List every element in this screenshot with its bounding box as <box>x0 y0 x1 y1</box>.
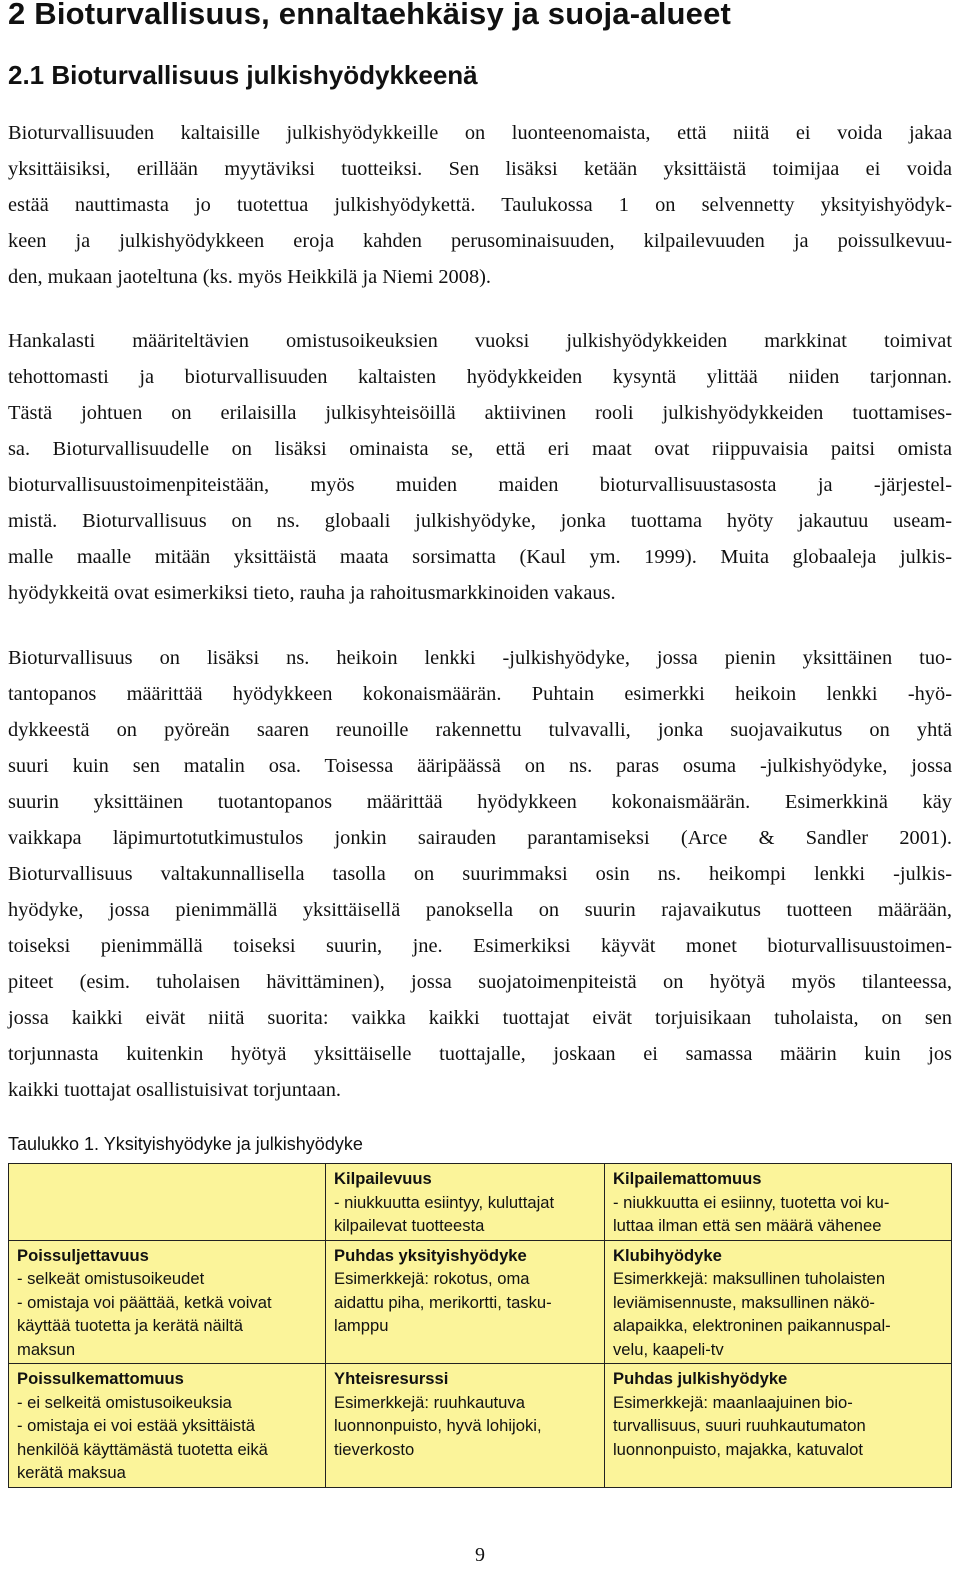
paragraph-1-line: keen ja julkishyödykkeen eroja kahden perusominaisuuden, kilpailevuuden ja poissulkevuu- <box>8 230 952 252</box>
paragraph-3-line: suurin yksittäinen tuotantopanos määrittää hyödykkeen kokonaismäärän. Esimerkkinä käy <box>8 791 952 813</box>
table-cell-kilpailevuus <box>326 1164 605 1241</box>
cell-line: kerätä maksua <box>17 1463 126 1482</box>
table-cell-kilpailemattomuus <box>605 1164 952 1241</box>
table-cell-yhteisresurssi <box>326 1364 605 1488</box>
table-cell-puhdas-julkishyodyke <box>605 1364 952 1488</box>
paragraph-3-line: kaikki tuottajat osallistuisivat torjuntaan. <box>8 1079 341 1101</box>
cell-line: Esimerkkejä: maanlaajuinen bio- <box>613 1392 853 1412</box>
paragraph-1-line: Bioturvallisuuden kaltaisille julkishyödykkeille on luonteenomaista, että niitä ei voida jakaa <box>8 122 952 144</box>
paragraph-3-line: Bioturvallisuus valtakunnallisella tasolla on suurimmaksi osin ns. heikompi lenkki -julkis- <box>8 863 952 885</box>
paragraph-3-line: hyödyke, jossa pienimmällä yksittäisellä panoksella on suurin rajavaikutus tuotteen määrään, <box>8 899 952 921</box>
paragraph-3-line: piteet (esim. tuholaisen hävittäminen), jossa suojatoimenpiteistä on hyötyä myös tilanteessa, <box>8 971 952 993</box>
cell-line: velu, kaapeli-tv <box>613 1339 724 1359</box>
paragraph-3-line: tantopanos määrittää hyödykkeen kokonaismäärän. Puhtain esimerkki heikoin lenkki -hyö- <box>8 683 952 705</box>
table-cell-poissulkemattomuus <box>9 1364 326 1488</box>
page-number: 9 <box>475 1544 485 1566</box>
cell-line: - omistaja voi päättää, ketkä voivat <box>17 1292 272 1312</box>
paragraph-3-line: Bioturvallisuus on lisäksi ns. heikoin lenkki -julkishyödyke, jossa pienin yksittäinen tuo- <box>8 647 952 669</box>
paragraph-3 <box>8 640 952 1108</box>
table-header-row <box>9 1164 952 1241</box>
paragraph-2 <box>8 323 952 611</box>
cell-line: Esimerkkejä: rokotus, oma <box>334 1269 530 1288</box>
table-caption: Taulukko 1. Yksityishyödyke ja julkishyödyke <box>8 1134 363 1154</box>
paragraph-2-line: hyödykkeitä ovat esimerkiksi tieto, rauha ja rahoitusmarkkinoiden vakaus. <box>8 582 616 604</box>
paragraph-3-line: dykkeestä on pyöreän saaren reunoille rakennettu tulvavalli, jonka suojavaikutus on yhtä <box>8 719 952 741</box>
cell-line: kilpailevat tuotteesta <box>334 1216 485 1235</box>
table-row <box>9 1364 952 1488</box>
cell-title: Kilpailemattomuus <box>613 1169 762 1188</box>
cell-line: henkilöä käyttämästä tuotetta eikä <box>17 1439 268 1459</box>
paragraph-2-line: sa. Bioturvallisuudelle on lisäksi ominaista se, että eri maat ovat riippuvaisia paitsi omista <box>8 438 952 460</box>
section-heading: 2.1 Bioturvallisuus julkishyödykkeenä <box>8 60 478 90</box>
cell-line: - niukkuutta esiintyy, kuluttajat <box>334 1192 555 1212</box>
cell-line: turvallisuus, suuri ruuhkautumaton <box>613 1416 866 1435</box>
cell-line: - niukkuutta ei esiinny, tuotetta voi ku- <box>613 1192 890 1212</box>
paragraph-3-line: vaikkapa läpimurtotutkimustulos jonkin sairauden parantamiseksi (Arce & Sandler 2001). <box>8 827 952 849</box>
paragraph-2-line: mistä. Bioturvallisuus on ns. globaali julkishyödyke, jonka tuottama hyöty jakautuu useam- <box>8 510 952 532</box>
table-cell-puhdas-yksityishyodyke <box>326 1240 605 1364</box>
cell-line: maksun <box>17 1339 76 1359</box>
chapter-heading: 2 Bioturvallisuus, ennaltaehkäisy ja suoja-alueet <box>8 0 732 31</box>
cell-line: Esimerkkejä: maksullinen tuholaisten <box>613 1269 886 1288</box>
cell-line: lamppu <box>334 1316 389 1335</box>
paragraph-2-line: tehottomasti ja bioturvallisuuden kaltaisten hyödykkeiden kysyntä ylittää niiden tarjonnan. <box>8 366 952 388</box>
cell-line: tieverkosto <box>334 1439 415 1459</box>
cell-line: käyttää tuotetta ja kerätä näiltä <box>17 1316 244 1335</box>
table-cell-klubihyodyke <box>605 1240 952 1364</box>
cell-title: Poissulkemattomuus <box>17 1369 184 1388</box>
paragraph-3-line: toiseksi pienimmällä toiseksi suurin, jne. Esimerkiksi käyvät monet bioturvallisuustoimen- <box>8 935 952 957</box>
cell-line: leviämisennuste, maksullinen näkö- <box>613 1292 875 1312</box>
paragraph-3-line: suuri kuin sen matalin osa. Toisessa ääripäässä on ns. paras osuma -julkishyödyke, jossa <box>8 755 952 777</box>
cell-title: Yhteisresurssi <box>334 1369 449 1388</box>
cell-line: aidattu piha, merikortti, tasku- <box>334 1292 552 1312</box>
cell-line: alapaikka, elektroninen paikannuspal- <box>613 1316 891 1335</box>
cell-line: luttaa ilman että sen määrä vähenee <box>613 1216 882 1235</box>
table-cell-poissuljettavuus <box>9 1240 326 1364</box>
cell-title: Puhdas yksityishyödyke <box>334 1245 527 1265</box>
empty-corner-cell <box>9 1164 326 1241</box>
cell-line: Esimerkkejä: ruuhkautuva <box>334 1392 525 1412</box>
cell-title: Kilpailevuus <box>334 1169 432 1188</box>
paragraph-2-line: bioturvallisuustoimenpiteistään, myös muiden maiden bioturvallisuustasosta ja -järjestel- <box>8 474 952 496</box>
cell-title: Poissuljettavuus <box>17 1245 149 1265</box>
table-row <box>9 1240 952 1364</box>
cell-line: luonnonpuisto, majakka, katuvalot <box>613 1439 863 1459</box>
cell-title: Klubihyödyke <box>613 1245 722 1265</box>
cell-line: - omistaja ei voi estää yksittäistä <box>17 1416 255 1435</box>
paragraph-1-line: den, mukaan jaoteltuna (ks. myös Heikkilä ja Niemi 2008). <box>8 266 492 288</box>
paragraph-3-line: jossa kaikki eivät niitä suorita: vaikka kaikki tuottajat eivät torjuisikaan tuholaista, on sen <box>8 1007 952 1029</box>
cell-title: Puhdas julkishyödyke <box>613 1369 788 1388</box>
paragraph-2-line: Tästä johtuen on erilaisilla julkisyhteisöillä aktiivinen rooli julkishyödykkeiden tuottamises- <box>8 402 952 424</box>
comparison-table <box>8 1163 952 1488</box>
paragraph-2-line: Hankalasti määriteltävien omistusoikeuksien vuoksi julkishyödykkeiden markkinat toimivat <box>8 330 952 352</box>
cell-line: - selkeät omistusoikeudet <box>17 1269 205 1288</box>
cell-line: luonnonpuisto, hyvä lohijoki, <box>334 1416 542 1435</box>
paragraph-3-line: torjunnasta kuitenkin hyötyä yksittäiselle tuottajalle, joskaan ei samassa määrin kuin jos <box>8 1043 952 1065</box>
cell-line: - ei selkeitä omistusoikeuksia <box>17 1392 232 1412</box>
paragraph-1 <box>8 115 952 295</box>
paragraph-1-line: yksittäisiksi, erillään myytäviksi tuotteiksi. Sen lisäksi ketään yksittäistä toimijaa ei voida <box>8 158 952 180</box>
paragraph-2-line: malle maalle mitään yksittäistä maata sorsimatta (Kaul ym. 1999). Muita globaaleja julkis- <box>8 546 952 568</box>
paragraph-1-line: estää nauttimasta jo tuotettua julkishyödykettä. Taulukossa 1 on selvennetty yksityishyödyk- <box>8 194 952 216</box>
